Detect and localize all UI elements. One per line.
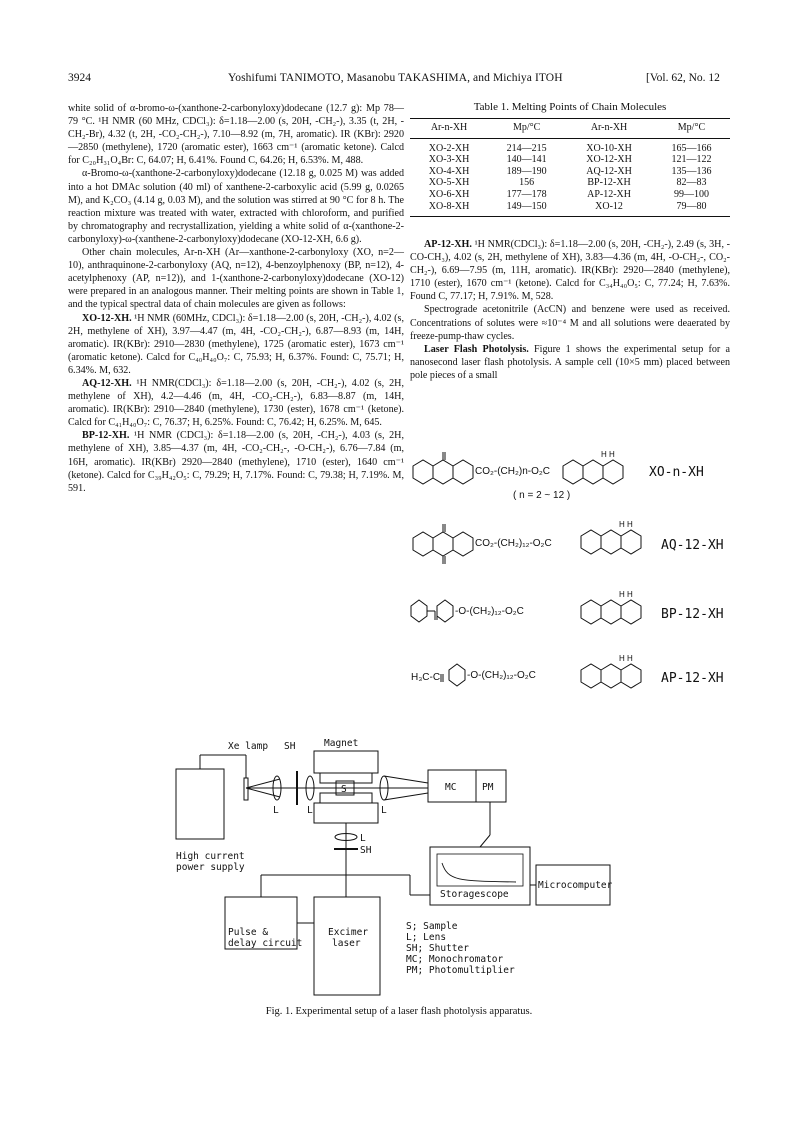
- setup-diagram: [170, 735, 630, 1000]
- table-cell: XO-12: [565, 201, 653, 217]
- table-header-cell: Mp/°C: [488, 119, 565, 139]
- table-cell: XO-3-XH: [428, 154, 470, 166]
- paragraph-text: ¹H NMR (60MHz, CDCl₃): δ=1.18—2.00 (s, 20H, -CH₂-), 4.02 (s, 2H, methylene of XH), 3.97—4.47 (m, 4H, -CO₂-CH₂-), 6.87—8.93 (m, 14H, aromatic). IR(KBr): 2910—2830 (methylene), 1725 (aromatic ester), 1673 cm⁻¹ (aromatic ketone). Calcd for C₄₀H₄₀O₇: C, 75.93; H, 6.37%. Found: C, 75.71; H, 6.34%. M, 632.: [68, 312, 404, 376]
- paragraph-heading: Laser Flash Photolysis.: [424, 343, 529, 355]
- table-cell: 82—83: [676, 177, 707, 189]
- paragraph: [68, 246, 404, 311]
- paragraph: [410, 303, 730, 342]
- paragraph-heading: AP-12-XH.: [424, 239, 472, 250]
- label-pm: PM: [482, 782, 494, 793]
- right-column: [410, 238, 730, 382]
- label-lens: L: [360, 833, 366, 844]
- paragraph-heading: XO-12-XH.: [82, 312, 132, 324]
- paragraph: [68, 377, 404, 429]
- table-row: [410, 154, 730, 166]
- table-cell: 214—215: [506, 142, 547, 154]
- table-cell: 121—122: [671, 154, 712, 166]
- table-cell: 135—136: [671, 165, 712, 177]
- paragraph-text: ¹H NMR(CDCl₃): δ=1.18—2.00 (s, 20H, -CH₂-), 4.02 (s, 2H, methylene of XH), 4.2—4.46 (m, 4H, -CO₂-CH₂-), 6.83—8.87 (m, 14H, aromatic). IR(KBr): 2910—2840 (methylene), 1730 (ester), 1678 cm⁻¹ (ketone). Calcd for C₄₁H₄₀O₇: C, 76.37; H, 6.25%. Found: C, 76.42; H, 6.25%. M, 645.: [68, 377, 404, 429]
- label-delay-circuit: delay circuit: [228, 938, 303, 949]
- label-laser: laser: [332, 938, 361, 949]
- paragraph-heading: AQ-12-XH.: [82, 377, 132, 389]
- journal-reference: [Vol. 62, No. 12: [646, 72, 720, 84]
- table-header-row: [410, 119, 730, 139]
- label-mc: MC: [445, 782, 457, 793]
- structure-hh: H H: [601, 450, 615, 459]
- structure-bp-12-xh-chain: -O-(CH₂)₁₂-O₂C: [455, 606, 524, 617]
- table-cell: XO-2-XH: [428, 142, 470, 154]
- legend-lens: L; Lens: [406, 932, 447, 943]
- structure-hh: H H: [619, 654, 633, 663]
- label-lens: L: [307, 805, 313, 816]
- table-cell: AQ-12-XH: [586, 165, 632, 177]
- chemical-structures: [405, 448, 745, 710]
- paragraph-text: Figure 1 shows the experimental setup for a nanosecond laser flash photolysis. A sample cell (10×5 mm) placed between pole pieces of a small: [410, 343, 730, 381]
- table-cell: 189—190: [506, 165, 547, 177]
- acetylphenyl-ring-icon: [441, 664, 465, 686]
- xanthene-ring-icon: [581, 664, 641, 688]
- structure-n-range: ( n = 2 ~ 12 ): [513, 490, 571, 501]
- benzoylphenyl-ring-icon: [411, 600, 453, 622]
- table-cell: 165—166: [671, 142, 712, 154]
- label-shutter: SH: [360, 845, 372, 856]
- table-cell: 79—80: [653, 201, 730, 217]
- paragraph-text: white solid of α-bromo-ω-(xanthone-2-carbonyloxy)dodecane (12.7 g): Mp 78—79 °C. ¹H NMR (60 MHz, CDCl₃): δ=1.18—2.00 (s, 20H, -CH₂-), 3.35 (t, 2H, -CH₂-Br), 4.32 (t, 2H, -CO₂-CH₂-), 7.10—8.92 (m, 7H, aromatic). IR (KBr): 2920—2850 (methylene), 1720 (aromatic ester), 1663 cm⁻¹ (aromatic ketone). Calcd for C₂₀H₃₁O₄Br: C, 64.07; H, 6.41%. Found C, 64.26; H, 6.53%. M, 488.: [68, 103, 404, 167]
- paragraph-text: Spectrograde acetonitrile (AcCN) and benzene were used as received. Concentrations of solutes were ≈10⁻⁴ M and all solutions were deaerated by freeze-pump-thaw cycles.: [410, 304, 730, 342]
- structure-aq-12-xh-chain: CO₂-(CH₂)₁₂-O₂C: [475, 538, 552, 549]
- structure-hh: H H: [619, 520, 633, 529]
- table-cell: XO-6-XH: [428, 188, 470, 200]
- label-pulse: Pulse &: [228, 927, 269, 938]
- paragraph-heading: BP-12-XH.: [82, 430, 130, 442]
- running-authors: Yoshifumi TANIMOTO, Masanobu TAKASHIMA, and Michiya ITOH: [228, 72, 563, 84]
- label-high-current: High current: [176, 851, 245, 862]
- figure-caption: Fig. 1. Experimental setup of a laser flash photolysis apparatus.: [265, 1006, 533, 1017]
- legend-sample: S; Sample: [406, 921, 458, 932]
- structure-name: XO-n-XH: [649, 465, 704, 480]
- xanthone-ring-icon: [413, 452, 473, 484]
- paragraph: [410, 343, 730, 382]
- table-cell: XO-10-XH: [586, 142, 632, 154]
- magnet-top: [314, 751, 378, 773]
- label-excimer: Excimer: [328, 927, 369, 938]
- table-cell: XO-5-XH: [428, 177, 470, 189]
- anthraquinone-ring-icon: [413, 524, 473, 564]
- page-number: 3924: [68, 72, 91, 84]
- paragraph: [68, 167, 404, 246]
- structure-ap-methyl: H₃C-C: [411, 672, 441, 683]
- label-sample: S: [341, 784, 347, 795]
- table-header-cell: Ar-n-XH: [565, 119, 653, 139]
- table-cell: XO-8-XH: [410, 201, 488, 217]
- xanthene-ring-icon: [563, 460, 623, 484]
- legend-monochromator: MC; Monochromator: [406, 954, 504, 965]
- paragraph: [68, 102, 404, 167]
- legend-photomultiplier: PM; Photomultiplier: [406, 965, 515, 976]
- table-cell: BP-12-XH: [587, 177, 631, 189]
- paragraph-text: ¹H NMR(CDCl₃): δ=1.18—2.00 (s, 20H, -CH₂-), 2.49 (s, 3H, -CO-CH₃), 4.02 (s, 2H, methylene of XH), 3.83—4.36 (m, 4H, -O-CH₂-, CO₂-CH₂-), 6.69—7.95 (m, 11H, aromatic). IR(KBr): 2920—2840 (methylene), 1710 (ester), 1670 cm⁻¹ (ketone). Calcd for C₃₄H₄₀O₅: C, 77.24; H, 7.63%. Found C, 77.17; H, 7.91%. M, 528.: [410, 239, 730, 303]
- label-power-supply: power supply: [176, 862, 245, 873]
- label-microcomputer: Microcomputer: [538, 880, 613, 891]
- power-supply-box: [176, 769, 224, 839]
- table-cell: 156: [519, 177, 535, 189]
- table-title: Table 1. Melting Points of Chain Molecules: [473, 101, 667, 113]
- structure-ap-12-xh-chain: -O-(CH₂)₁₂-O₂C: [467, 670, 536, 681]
- paragraph: [410, 238, 730, 303]
- label-lens: L: [381, 805, 387, 816]
- table-cell: 99—100: [673, 188, 709, 200]
- left-column: [68, 102, 404, 495]
- table-header-cell: Ar-n-XH: [410, 119, 488, 139]
- paragraph-text: Other chain molecules, Ar-n-XH (Ar—xanthone-2-carbonyloxy (XO, n=2—10), anthraquinone-2-carbonyloxy (AQ, n=12), 4-benzoylphenoxy (BP, n=12), 4-acetylphenoxy (AP, n=12)), and 1-(xanthone-2-carbonyloxy)dodecane (XO-12) were prepared in an analogous manner. Their melting points are shown in Table 1, and the typical spectral data of chain molecules are given as follows:: [68, 247, 404, 311]
- structure-name: AQ-12-XH: [661, 538, 724, 553]
- paragraph: [68, 429, 404, 494]
- structure-name: AP-12-XH: [661, 671, 724, 686]
- table-cell: XO-12-XH: [586, 154, 632, 166]
- label-lens: L: [273, 805, 279, 816]
- label-shutter: SH: [284, 741, 296, 752]
- melting-point-table: [410, 118, 730, 217]
- label-magnet: Magnet: [324, 738, 359, 749]
- paragraph-text: α-Bromo-ω-(xanthone-2-carbonyloxy)dodecane (12.18 g, 0.025 M) was added into a hot DMAc solution (40 ml) of xanthene-2-carboxylic acid (5.99 g, 0.0265 M), and K₂CO₃ (4.14 g, 0.03 M), and the solution was stirred at 90 °C for 8 h. The reaction mixture was treated with water, extracted with chloroform, and purified by chromatography and recrystallization, yielding a white solid of α-(xanthone-2-carbonyloxy)-ω-(xanthene-2-carbonyloxy)dodecane (XO-12-XH, 6.6 g).: [68, 168, 404, 245]
- paragraph-text: ¹H NMR (CDCl₃): δ=1.18—2.00 (s, 20H, -CH₂-), 4.03 (s, 2H, methylene of XH), 3.85—4.37 (m, 4H, -CO₂-CH₂-, -O-CH₂-), 6.76—7.84 (m, 16H, aromatic). IR(KBr) 2920—2840 (methylene), 1710 (ester), 1640 cm⁻¹ (ketone). Calcd for C₃₉H₄₂O₅: C, 79.29; H, 7.17%. Found: C, 79.38; H, 7.19%. M, 591.: [68, 430, 404, 494]
- label-storagescope: Storagescope: [440, 889, 509, 900]
- structure-hh: H H: [619, 590, 633, 599]
- table-cell: 177—178: [506, 188, 547, 200]
- table-header-cell: Mp/°C: [653, 119, 730, 139]
- structure-name: BP-12-XH: [661, 607, 724, 622]
- xanthene-ring-icon: [581, 600, 641, 624]
- label-xe-lamp: Xe lamp: [228, 741, 269, 752]
- table-row: [410, 138, 730, 154]
- table-cell: AP-12-XH: [587, 188, 631, 200]
- magnet-bottom: [314, 803, 378, 823]
- table-row: [410, 166, 730, 178]
- table-cell: XO-4-XH: [428, 165, 470, 177]
- table-row: [410, 189, 730, 201]
- table-row: [410, 201, 730, 217]
- table-row: [410, 177, 730, 189]
- structure-xo-n-xh-chain: CO₂-(CH₂)n-O₂C: [475, 466, 550, 477]
- table-cell: 140—141: [506, 154, 547, 166]
- xanthene-ring-icon: [581, 530, 641, 554]
- table-cell: 149—150: [488, 201, 565, 217]
- legend-shutter: SH; Shutter: [406, 943, 469, 954]
- paragraph: [68, 312, 404, 377]
